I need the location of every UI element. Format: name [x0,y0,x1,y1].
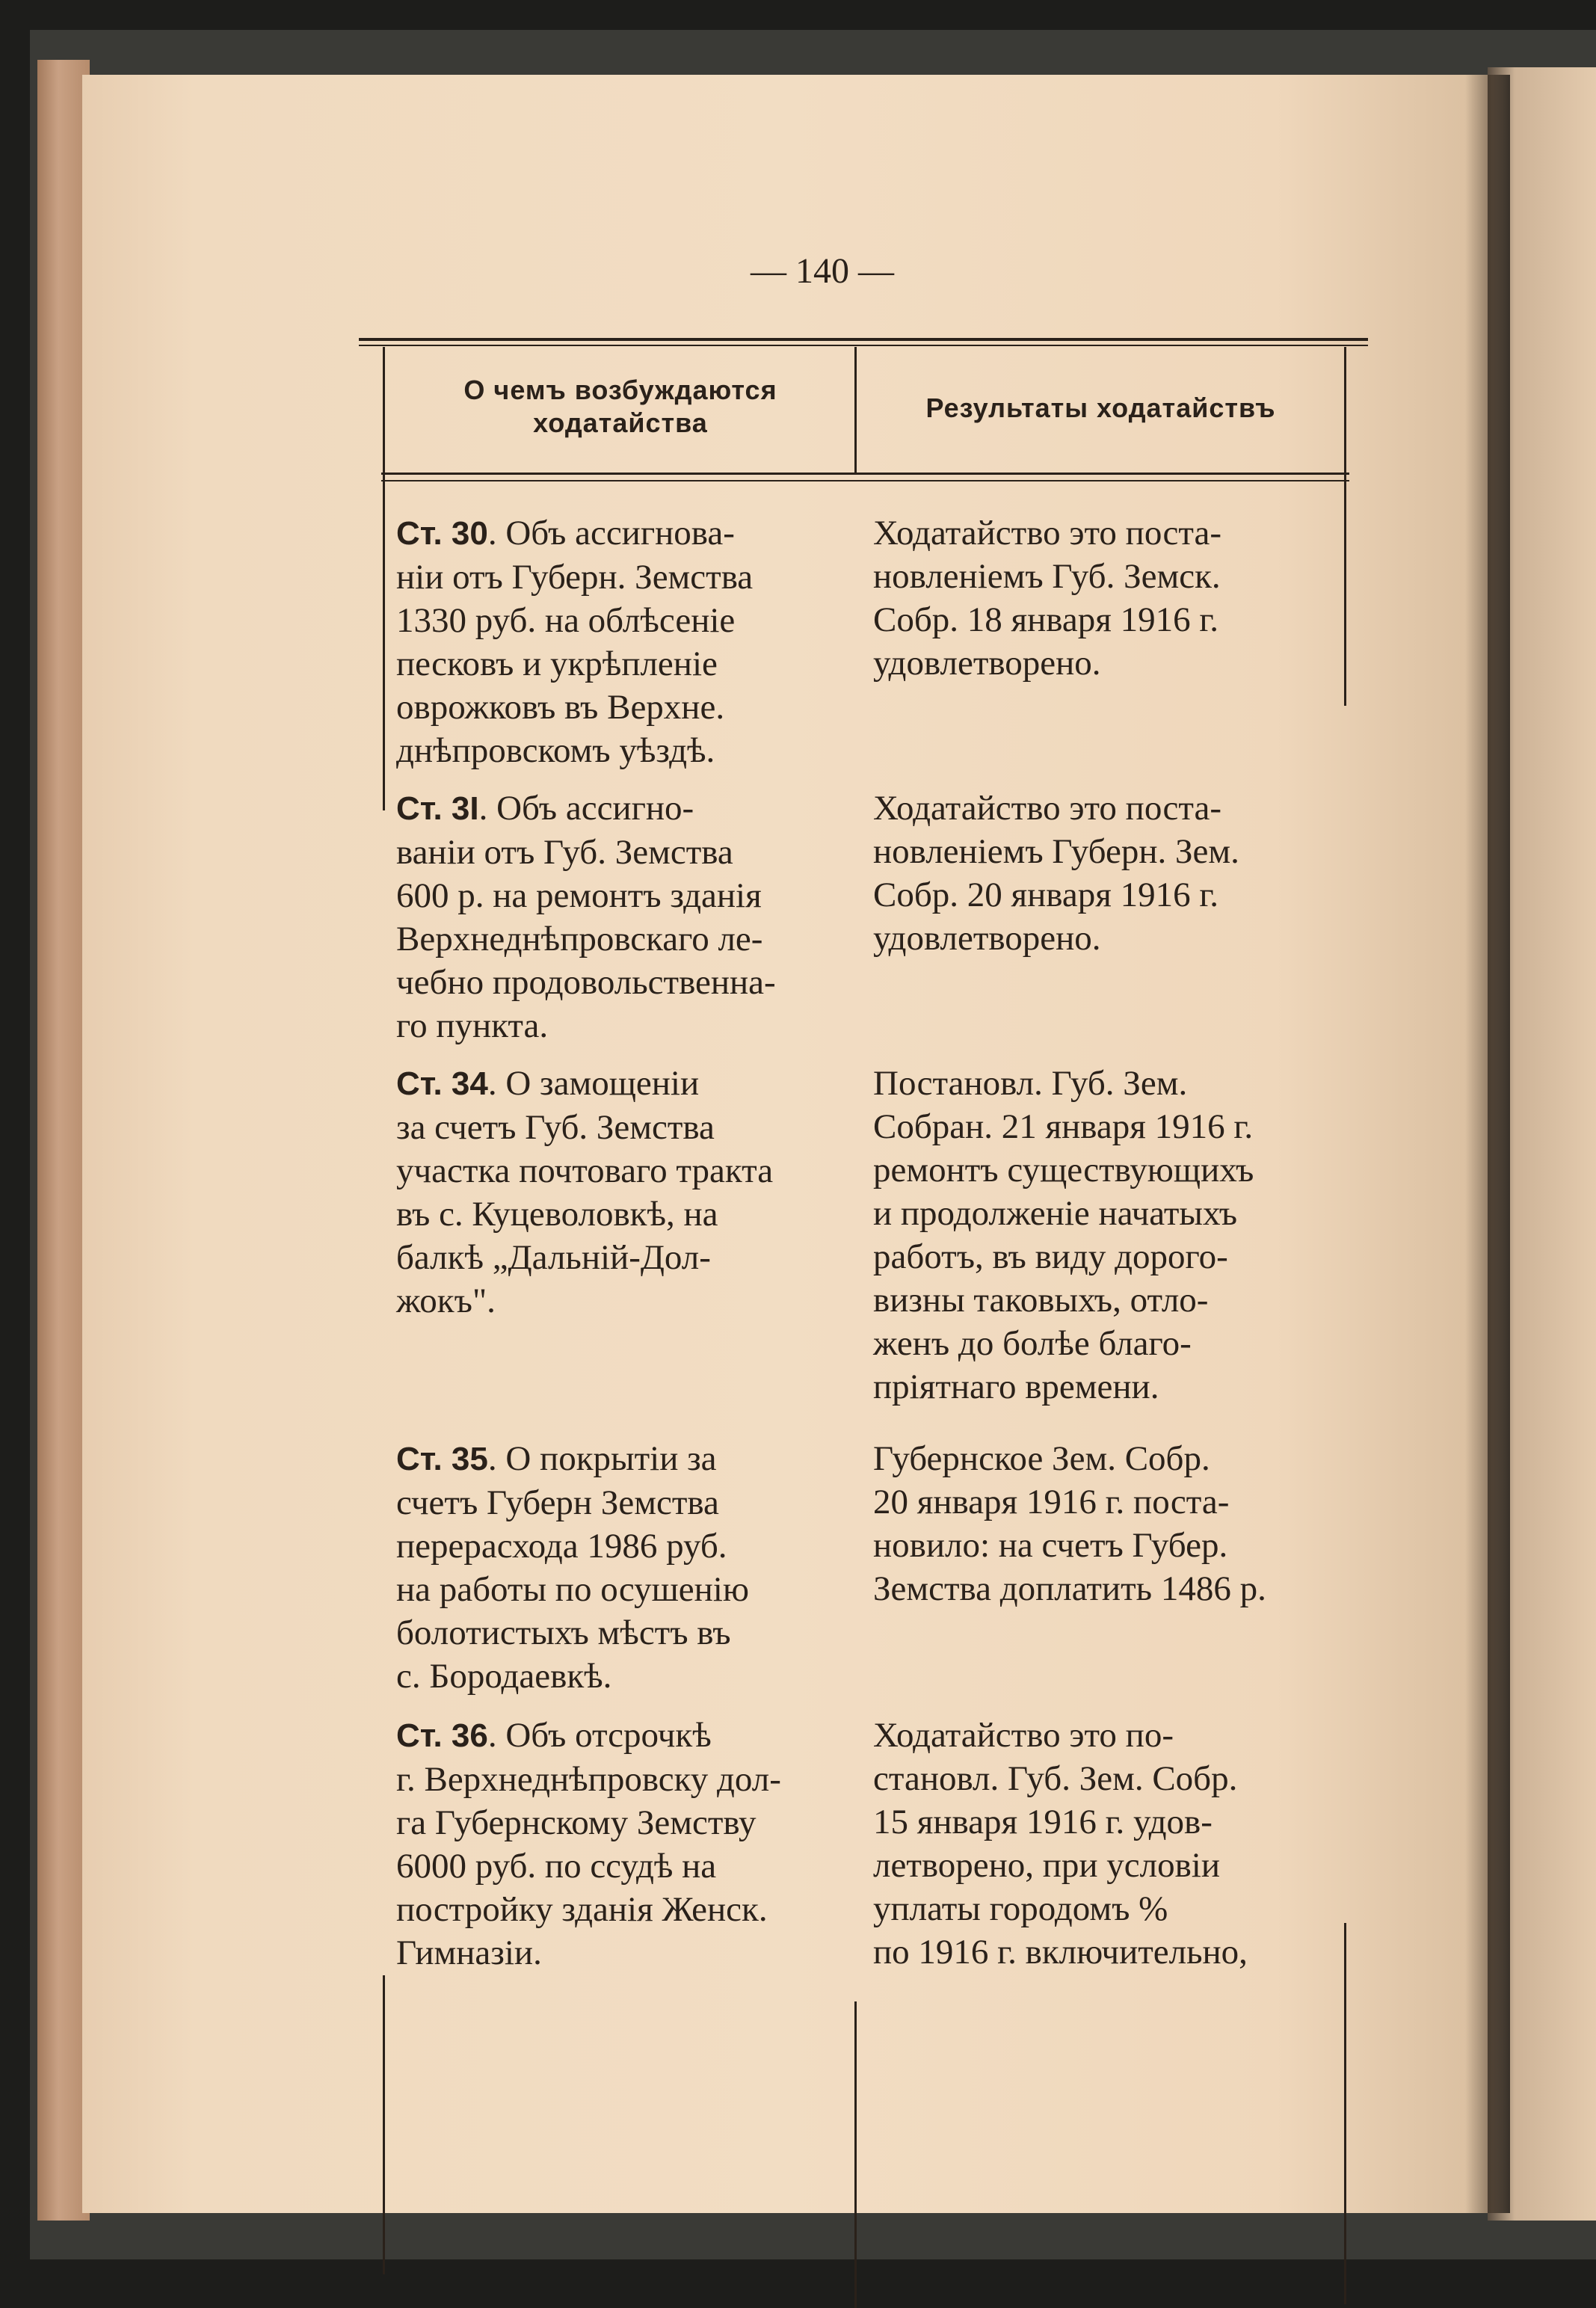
top-rule-thin [359,345,1368,346]
left-border [383,347,385,810]
request-line: с. Бородаевкѣ. [396,1657,612,1696]
request-line: жокъ". [396,1281,496,1320]
result-line: и продолженіе начатыхъ [873,1194,1238,1233]
article-number: Ст. 35 [396,1441,488,1477]
left-border-lower [383,1975,385,2274]
request-line: оврожковъ въ Верхне. [396,688,725,727]
article-number: Ст. 3І [396,790,479,827]
result-line: Губернское Зем. Собр. [873,1439,1210,1478]
result-line: новило: на счетъ Губер. [873,1526,1228,1565]
header-left-line: ходатайства [533,407,708,438]
request-line: 6000 руб. по ссудѣ на [396,1847,717,1886]
request-line: песковъ и укрѣпленіе [396,644,718,683]
header-right: Результаты ходатайствъ [925,393,1276,423]
request-cell [396,1062,845,1323]
request-line: болотистыхъ мѣстъ въ [396,1613,731,1652]
result-line: уплаты городомъ % [873,1889,1168,1928]
petitions-table [359,338,1368,1972]
result-line: летворено, при условіи [873,1846,1221,1885]
request-line: . О замощеніи [487,1064,700,1103]
result-line: удовлетворено. [873,919,1101,958]
result-line: женъ до болѣе благо- [873,1324,1192,1363]
result-line: Собран. 21 января 1916 г. [873,1107,1254,1146]
article-number: Ст. 30 [396,515,488,552]
request-line: . Объ отсрочкѣ [487,1716,712,1755]
header-rule-thin [381,480,1349,481]
request-line: . О покрытіи за [487,1439,717,1478]
header-left-line: О чемъ возбуждаются [463,375,777,405]
request-line: чебно продовольственна- [396,963,776,1002]
right-border-lower [1344,1923,1346,2304]
request-line: ніи отъ Губерн. Земства [396,558,754,597]
request-line: балкѣ „Дальній-Дол- [396,1238,711,1277]
request-cell [396,1714,845,1975]
request-line: Гимназіи. [396,1933,542,1972]
column-divider-lower [854,2001,857,2308]
result-line: Ходатайство это поста- [873,514,1221,553]
request-line: за счетъ Губ. Земства [396,1108,715,1147]
gutter-shadow [1465,75,1510,2213]
result-line: Собр. 20 января 1916 г. [873,875,1219,914]
result-line: новленіемъ Губерн. Зем. [873,832,1239,871]
result-line: визны таковыхъ, отло- [873,1281,1209,1320]
result-line: по 1916 г. включительно, [873,1933,1248,1972]
result-cell [873,1437,1337,1610]
result-line: Ходатайство это по- [873,1716,1174,1755]
request-line: 600 р. на ремонтъ зданія [396,876,762,915]
article-number: Ст. 36 [396,1717,488,1754]
result-cell [873,1714,1337,1974]
result-line: пріятнаго времени. [873,1367,1159,1406]
request-line: перерасхода 1986 руб. [396,1527,727,1566]
request-line: . Объ ассигнова- [487,514,735,553]
result-line: Постановл. Губ. Зем. [873,1064,1188,1103]
result-cell [873,1062,1337,1409]
request-line: участка почтоваго тракта [396,1151,774,1190]
page-number: — 140 — [751,251,894,291]
result-line: Земства доплатить 1486 р. [873,1569,1266,1608]
result-line: работъ, въ виду дорого- [873,1237,1228,1276]
header-rule [381,473,1349,475]
request-line: днѣпровскомъ уѣздѣ. [396,731,715,770]
request-line: го пункта. [396,1006,549,1045]
result-line: Ходатайство это поста- [873,789,1221,828]
top-rule [359,338,1368,341]
result-line: 20 января 1916 г. поста- [873,1483,1230,1521]
request-cell [396,511,845,772]
header-left [389,374,852,440]
request-line: Верхнеднѣпровскаго ле- [396,920,763,958]
request-line: 1330 руб. на облѣсеніе [396,601,736,640]
article-number: Ст. 34 [396,1065,488,1102]
request-line: постройку зданія Женск. [396,1890,768,1929]
request-cell [396,1437,845,1698]
result-cell [873,787,1337,960]
request-line: ваніи отъ Губ. Земства [396,833,733,872]
result-line: Собр. 18 января 1916 г. [873,600,1219,639]
right-border [1344,347,1346,706]
column-divider [854,347,857,474]
result-cell [873,511,1337,685]
result-line: становл. Губ. Зем. Собр. [873,1759,1238,1798]
result-line: 15 января 1916 г. удов- [873,1803,1213,1841]
request-line: га Губернскому Земству [396,1803,757,1842]
result-line: удовлетворено. [873,644,1101,683]
request-line: на работы по осушенію [396,1570,749,1609]
request-line: счетъ Губерн Земства [396,1483,719,1522]
result-line: ремонтъ существующихъ [873,1151,1254,1190]
request-line: въ с. Куцеволовкѣ, на [396,1195,718,1234]
request-line: . Объ ассигно- [478,789,694,828]
request-line: г. Верхнеднѣпровску дол- [396,1760,781,1799]
result-line: новленіемъ Губ. Земск. [873,557,1221,596]
request-cell [396,787,845,1047]
